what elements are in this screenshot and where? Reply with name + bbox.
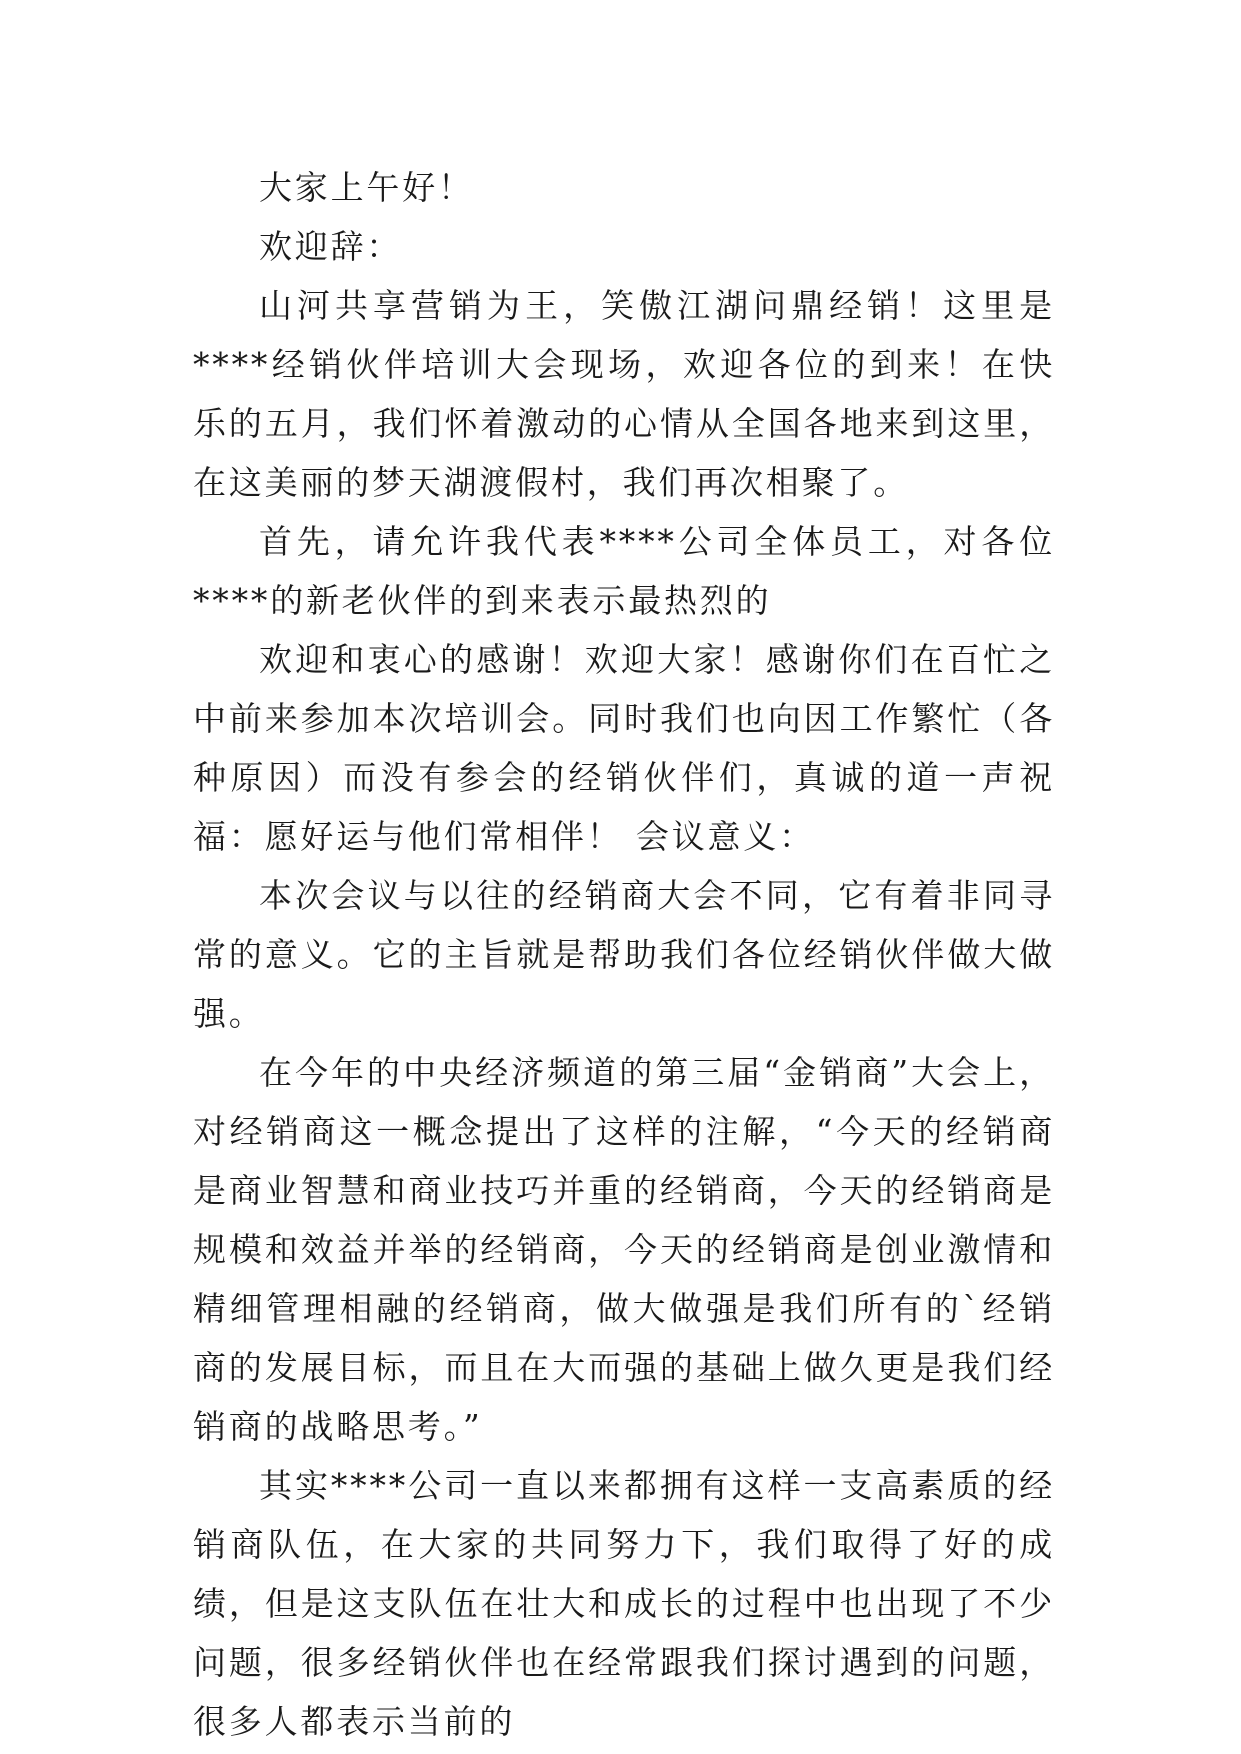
welcome-heading: 欢迎辞： — [259, 227, 403, 266]
document-body — [193, 158, 1055, 1751]
paragraph-intro: 山河共享营销为王，笑傲江湖问鼎经销！这里是****经销伙伴培训大会现场，欢迎各位的到来！在快乐的五月，我们怀着激动的心情从全国各地来到这里，在这美丽的梦天湖渡假村，我们再次相聚了。 — [193, 286, 1055, 502]
paragraph-cctv-quote: 在今年的中央经济频道的第三届“金销商”大会上，对经销商这一概念提出了这样的注解，“今天的经销商是商业智慧和商业技巧并重的经销商，今天的经销商是规模和效益并举的经销商，今天的经销商是创业激情和精细管理相融的经销商，做大做强是我们所有的`经销商的发展目标，而且在大而强的基础上做久更是我们经销商的战略思考。” — [193, 1053, 1055, 1446]
greeting-paragraph: 大家上午好！ — [259, 168, 474, 207]
paragraph-thanks-continued: 欢迎和衷心的感谢！欢迎大家！感谢你们在百忙之中前来参加本次培训会。同时我们也向因工作繁忙（各种原因）而没有参会的经销伙伴们，真诚的道一声祝福：愿好运与他们常相伴！ 会议意义： — [193, 640, 1055, 856]
paragraph-team-issues: 其实****公司一直以来都拥有这样一支高素质的经销商队伍，在大家的共同努力下，我们取得了好的成绩，但是这支队伍在壮大和成长的过程中也出现了不少问题，很多经销伙伴也在经常跟我们探讨遇到的问题，很多人都表示当前的 — [193, 1466, 1055, 1741]
paragraph-meeting-significance: 本次会议与以往的经销商大会不同，它有着非同寻常的意义。它的主旨就是帮助我们各位经销伙伴做大做强。 — [193, 876, 1055, 1033]
paragraph-thanks-start: 首先，请允许我代表****公司全体员工，对各位****的新老伙伴的到来表示最热烈的 — [193, 522, 1055, 620]
